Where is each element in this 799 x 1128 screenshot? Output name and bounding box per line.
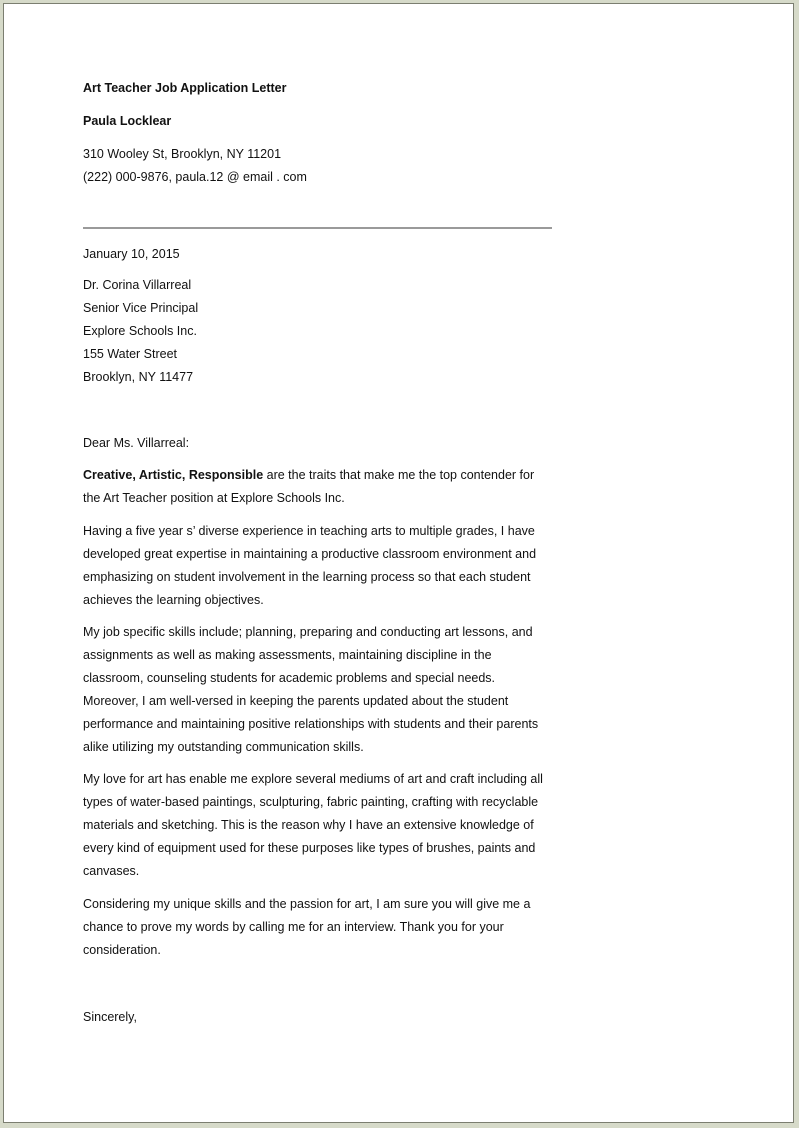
recipient-city: Brooklyn, NY 11477 <box>83 370 194 384</box>
intro-traits: Creative, Artistic, Responsible <box>83 468 264 482</box>
document-frame <box>3 3 794 1123</box>
intro-paragraph <box>83 464 545 510</box>
recipient-company: Explore Schools Inc. <box>83 324 197 338</box>
sender-contact: (222) 000-9876, paula.12 @ email . com <box>83 170 307 184</box>
letter-date: January 10, 2015 <box>83 247 180 261</box>
sender-name: Paula Locklear <box>83 114 172 128</box>
recipient-name: Dr. Corina Villarreal <box>83 278 192 292</box>
body-paragraph: Having a five year s’ diverse experience in teaching arts to multiple grades, I have developed great expertise in maintaining a productive classroom environment and emphasizing on student involvement in the learning process so that each student achieves the learning objectives. <box>83 524 537 607</box>
body-paragraph: My job specific skills include; planning, preparing and conducting art lessons, and assignments as well as making assessments, maintaining discipline in the classroom, counseling students for academic problems and special needs. Moreover, I am well-versed in keeping the parents updated about the student performance and maintaining positive relationships with students and their parents alike utilizing my outstanding communication skills. <box>83 625 539 754</box>
sender-address: 310 Wooley St, Brooklyn, NY 11201 <box>83 147 282 161</box>
recipient-title: Senior Vice Principal <box>83 301 199 315</box>
intro-text: are the traits that make me the top contender for the Art Teacher position at Explore Schools Inc. <box>83 468 535 505</box>
recipient-street: 155 Water Street <box>83 347 178 361</box>
body-paragraph: Considering my unique skills and the passion for art, I am sure you will give me a chance to prove my words by calling me for an interview. Thank you for your consideration. <box>83 897 531 957</box>
header-divider <box>83 227 552 229</box>
closing: Sincerely, <box>83 1010 137 1024</box>
letter-title: Art Teacher Job Application Letter <box>83 81 287 95</box>
body-paragraph: My love for art has enable me explore several mediums of art and craft including all types of water-based paintings, sculpturing, fabric painting, crafting with recyclable materials and sketching. This is the reason why I have an extensive knowledge of every kind of equipment used for these purposes like types of brushes, paints and canvases. <box>83 772 543 878</box>
salutation: Dear Ms. Villarreal: <box>83 436 190 450</box>
